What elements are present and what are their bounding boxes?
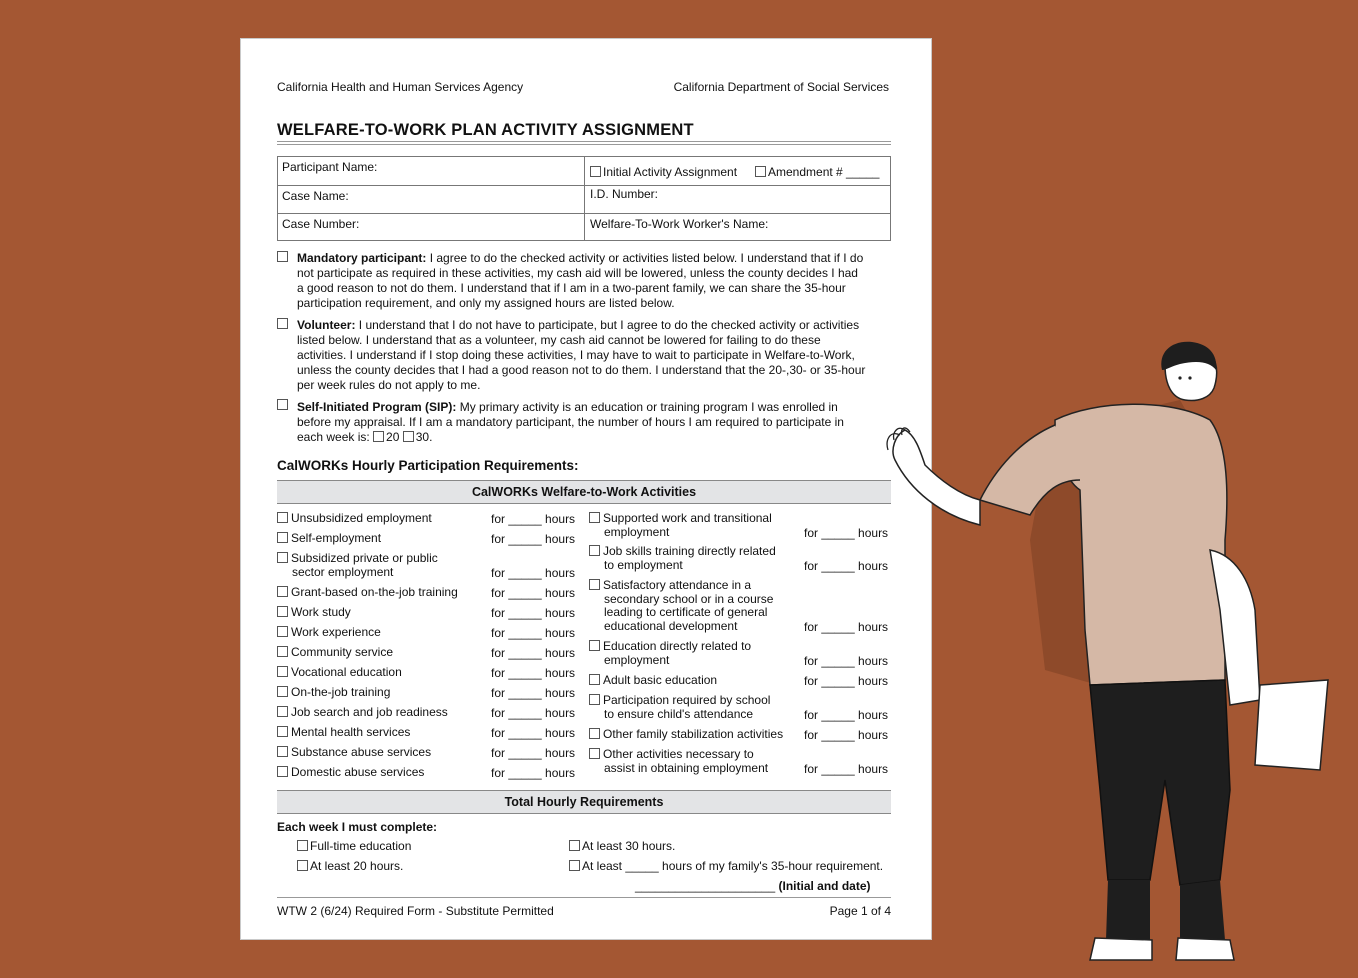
title-rule <box>277 141 891 142</box>
title-rule-2 <box>277 144 891 145</box>
activity-label: educational development <box>604 618 738 633</box>
activity-checkbox[interactable] <box>277 532 288 543</box>
activity-label: Grant-based on-the-job training <box>291 585 458 599</box>
case-number-field[interactable]: Case Number: <box>282 217 360 231</box>
activity-label: Participation required by school <box>603 693 771 707</box>
activity-label: to employment <box>604 557 683 572</box>
at-least-20-option[interactable]: At least 20 hours. <box>297 859 403 873</box>
activity-checkbox[interactable] <box>277 746 288 757</box>
legs <box>1106 880 1225 940</box>
hours-field[interactable]: for _____ hours <box>804 674 889 688</box>
person-illustration <box>880 340 1358 978</box>
participant-info-table <box>277 156 891 241</box>
hours-field[interactable]: for _____ hours <box>491 746 576 760</box>
activity-checkbox[interactable] <box>589 694 600 705</box>
activity-checkbox[interactable] <box>277 726 288 737</box>
activity-label: Domestic abuse services <box>291 765 425 779</box>
activity-label: Other activities necessary to <box>603 747 754 761</box>
sip-30-checkbox[interactable] <box>403 431 414 442</box>
activity-right-3[interactable] <box>589 579 773 633</box>
activity-left-12[interactable] <box>277 746 431 760</box>
hours-field[interactable]: for _____ hours <box>491 766 576 780</box>
activity-label: Education directly related to <box>603 639 752 653</box>
sip-paragraph: Self-Initiated Program (SIP): My primary activity is an education or training program I was enrolled in before my appraisal. If I am a mandatory participant, the number of hours I am required to participate in each week is: 20 30. <box>297 400 844 444</box>
at-least-20-checkbox[interactable] <box>297 860 308 871</box>
activity-label: Subsidized private or public <box>291 551 438 565</box>
case-name-field[interactable]: Case Name: <box>282 189 349 203</box>
full-time-option[interactable]: Full-time education <box>297 839 411 853</box>
agency-left: California Health and Human Services Agency <box>277 80 524 94</box>
at-least-30-checkbox[interactable] <box>569 840 580 851</box>
activity-label: Vocational education <box>291 665 402 679</box>
hours-field[interactable]: for _____ hours <box>491 726 576 740</box>
activity-label: Substance abuse services <box>291 745 432 759</box>
mandatory-paragraph: Mandatory participant: I agree to do the checked activity or activities listed below. I understand that if I do not participate as required in these activities, my cash aid will be lowered, unless the county decides I had a good reason to not do them. I understand that if I am in a two-parent family, we can share the 35-hour participation requirement, and only my assigned hours are listed below. <box>297 251 864 310</box>
held-document-icon <box>1255 680 1328 770</box>
volunteer-checkbox[interactable] <box>277 318 288 329</box>
activity-right-1[interactable] <box>589 512 772 539</box>
form-page <box>240 38 932 940</box>
hours-field[interactable]: for _____ hours <box>491 606 576 620</box>
activity-label: employment <box>604 652 670 667</box>
hours-field[interactable]: for _____ hours <box>491 706 576 720</box>
form-id: WTW 2 (6/24) Required Form - Substitute Permitted <box>277 904 554 918</box>
activity-checkbox[interactable] <box>277 626 288 637</box>
activity-label: Self-employment <box>291 531 382 545</box>
activity-label: to ensure child's attendance <box>604 706 754 721</box>
activity-checkbox[interactable] <box>589 579 600 590</box>
activity-label: Job skills training directly related <box>603 544 776 558</box>
activity-label: Adult basic education <box>603 673 718 687</box>
hours-field[interactable]: for _____ hours <box>804 707 889 722</box>
activity-checkbox[interactable] <box>277 586 288 597</box>
activity-left-9[interactable] <box>277 686 390 700</box>
activity-right-7[interactable] <box>589 728 783 742</box>
participant-name-field[interactable]: Participant Name: <box>282 160 378 174</box>
activity-checkbox[interactable] <box>277 766 288 777</box>
amendment-option[interactable]: Amendment # _____ <box>755 165 879 179</box>
activity-right-4[interactable] <box>589 640 751 667</box>
hours-field[interactable]: for _____ hours <box>491 512 576 526</box>
total-requirements-header: Total Hourly Requirements <box>277 790 891 814</box>
id-number-field[interactable]: I.D. Number: <box>590 187 659 201</box>
activity-left-1[interactable] <box>277 512 432 526</box>
activity-label: Job search and job readiness <box>291 705 448 719</box>
initial-date-field[interactable]: _____________________ (Initial and date) <box>635 879 871 893</box>
volunteer-paragraph: Volunteer: I understand that I do not have to participate, but I agree to do the checked activity or activities listed below. I understand that as a volunteer, my cash aid cannot be lowered for failing to do these activities. I understand if I stop doing these activities, I may have to wait to participate in Welfare-to-Work, unless the county decides that I had a good reason not to do them. I understand that the 20-,30- or 35-hour per week rules do not apply to me. <box>297 318 866 392</box>
raised-arm <box>893 430 980 525</box>
family-hours-option[interactable]: At least _____ hours of my family's 35-hour requirement. <box>569 859 883 873</box>
activity-label: Mental health services <box>291 725 411 739</box>
hours-field[interactable]: for _____ hours <box>804 761 889 776</box>
hours-field[interactable]: for _____ hours <box>804 728 889 742</box>
activity-checkbox[interactable] <box>589 640 600 651</box>
hours-field[interactable]: for _____ hours <box>804 558 889 573</box>
activity-checkbox[interactable] <box>277 512 288 523</box>
activity-checkbox[interactable] <box>589 545 600 556</box>
each-week-label: Each week I must complete: <box>277 820 438 834</box>
activity-checkbox[interactable] <box>589 674 600 685</box>
activity-left-10[interactable] <box>277 706 448 720</box>
sip-20-checkbox[interactable] <box>373 431 384 442</box>
activity-label: Supported work and transitional <box>603 511 772 525</box>
activity-checkbox[interactable] <box>277 686 288 697</box>
activity-left-4[interactable] <box>277 586 458 600</box>
activity-label: sector employment <box>292 564 394 579</box>
activity-checkbox[interactable] <box>589 748 600 759</box>
activity-checkbox[interactable] <box>589 728 600 739</box>
hours-field[interactable]: for _____ hours <box>804 653 889 668</box>
participation-title: CalWORKs Hourly Participation Requirements: <box>277 458 579 473</box>
sip-checkbox[interactable] <box>277 399 288 410</box>
hours-field[interactable]: for _____ hours <box>804 525 889 540</box>
hours-field[interactable]: for _____ hours <box>491 626 576 640</box>
activity-label: Unsubsidized employment <box>291 511 432 525</box>
at-least-30-option[interactable]: At least 30 hours. <box>569 839 675 853</box>
initial-activity-option[interactable]: Initial Activity Assignment <box>590 165 737 179</box>
activity-left-7[interactable] <box>277 646 393 660</box>
form-title: WELFARE-TO-WORK PLAN ACTIVITY ASSIGNMENT <box>277 121 694 139</box>
hours-field[interactable]: for _____ hours <box>491 565 576 580</box>
activity-label: assist in obtaining employment <box>604 760 769 775</box>
activity-label: leading to certificate of general <box>604 605 768 619</box>
worker-name-field[interactable]: Welfare-To-Work Worker's Name: <box>590 217 769 231</box>
activity-left-13[interactable] <box>277 766 424 780</box>
activity-left-2[interactable] <box>277 532 381 546</box>
activity-left-6[interactable] <box>277 626 381 640</box>
activity-label: Community service <box>291 645 394 659</box>
activity-right-5[interactable] <box>589 674 717 688</box>
activity-checkbox[interactable] <box>277 606 288 617</box>
activity-checkbox[interactable] <box>277 646 288 657</box>
amendment-checkbox[interactable] <box>755 166 766 177</box>
pants <box>1090 680 1230 885</box>
activity-label: secondary school or in a course <box>604 591 774 606</box>
activity-right-8[interactable] <box>589 748 768 775</box>
hours-field[interactable]: for _____ hours <box>491 646 576 660</box>
eye-right <box>1188 376 1191 379</box>
mandatory-checkbox[interactable] <box>277 251 288 262</box>
activity-label: employment <box>604 524 670 539</box>
activity-right-6[interactable] <box>589 694 770 721</box>
activity-right-2[interactable] <box>589 545 776 572</box>
activity-label: Other family stabilization activities <box>603 727 784 741</box>
activity-label: On-the-job training <box>291 685 391 699</box>
activity-left-8[interactable] <box>277 666 402 680</box>
hours-field[interactable]: for _____ hours <box>491 666 576 680</box>
initial-activity-checkbox[interactable] <box>590 166 601 177</box>
shoe-right <box>1176 938 1234 960</box>
hours-field[interactable]: for _____ hours <box>491 586 576 600</box>
page-number: Page 1 of 4 <box>829 904 891 918</box>
shoe-left <box>1090 938 1152 960</box>
activity-label: Work study <box>291 605 351 619</box>
hours-field[interactable]: for _____ hours <box>491 686 576 700</box>
hours-field[interactable]: for _____ hours <box>804 619 889 634</box>
activity-left-3[interactable] <box>277 552 438 579</box>
activity-checkbox[interactable] <box>277 552 288 563</box>
footer-rule <box>277 897 891 898</box>
activity-left-5[interactable] <box>277 606 351 620</box>
activity-left-11[interactable] <box>277 726 410 740</box>
agency-right: California Department of Social Services <box>673 80 889 94</box>
activity-checkbox[interactable] <box>589 512 600 523</box>
activity-checkbox[interactable] <box>277 666 288 677</box>
eye-left <box>1178 376 1181 379</box>
family-hours-checkbox[interactable] <box>569 860 580 871</box>
activities-header: CalWORKs Welfare-to-Work Activities <box>277 480 891 504</box>
activity-checkbox[interactable] <box>277 706 288 717</box>
hours-field[interactable]: for _____ hours <box>491 532 576 546</box>
activity-label: Work experience <box>291 625 381 639</box>
activity-label: Satisfactory attendance in a <box>603 578 752 592</box>
full-time-checkbox[interactable] <box>297 840 308 851</box>
